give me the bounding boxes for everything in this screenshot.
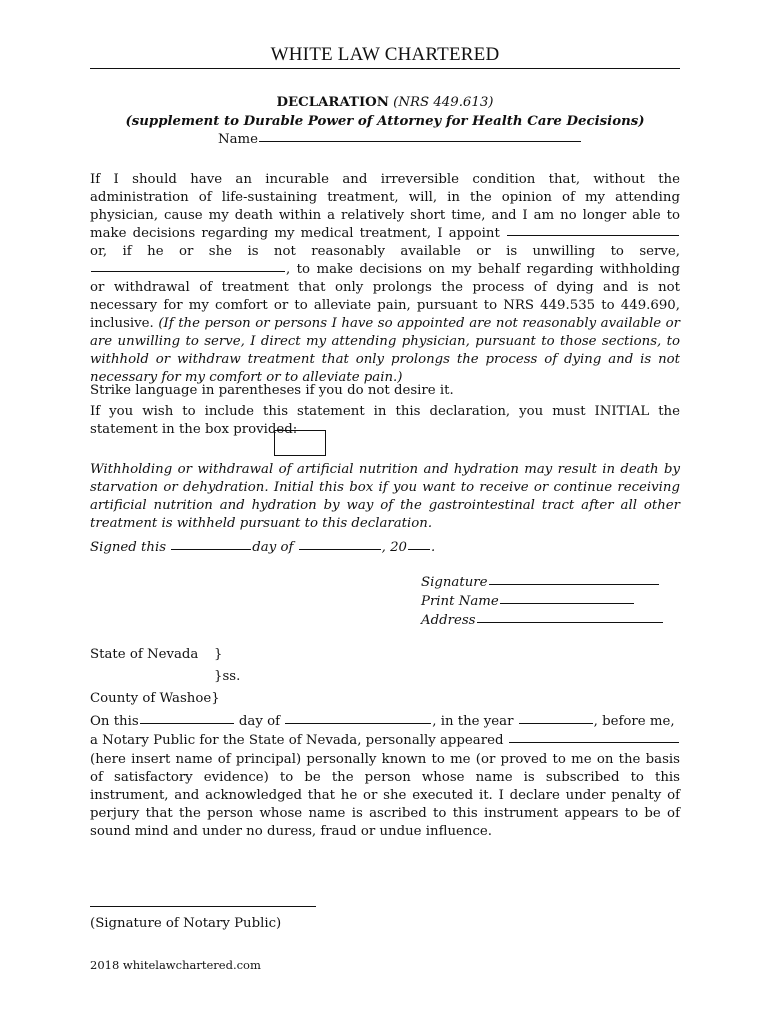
initial-box[interactable]	[274, 430, 326, 456]
signed-period: .	[430, 540, 436, 555]
address-label: Address	[421, 613, 476, 628]
notary-day-of: day of	[238, 714, 281, 729]
notary-month-blank[interactable]	[285, 722, 431, 724]
name-row	[218, 131, 582, 149]
notary-signature-line[interactable]	[90, 906, 316, 907]
signed-year-prefix: , 20	[381, 540, 407, 555]
notary-brace: }	[214, 647, 223, 662]
notary-ss: }ss.	[214, 669, 241, 684]
footer-text: 2018 whitelawchartered.com	[90, 958, 261, 972]
title-ref: (NRS 449.613)	[393, 95, 494, 110]
notary-on-this: On this	[90, 714, 139, 729]
title-main: DECLARATION	[276, 95, 389, 110]
notary-before-me: , before me,	[593, 714, 675, 729]
firm-header: WHITE LAW CHARTERED	[270, 44, 500, 65]
agent-blank-line[interactable]	[507, 234, 679, 236]
para-alternate-text: or, if he or she is not reasonably available or is unwilling to serve,	[90, 244, 680, 259]
notary-in-year: , in the year	[432, 714, 514, 729]
notary-year-blank[interactable]	[519, 722, 593, 724]
signed-day-of: day of	[252, 540, 294, 555]
notary-day-blank[interactable]	[140, 722, 234, 724]
signature-row	[421, 573, 660, 592]
strike-instruction: Strike language in parentheses if you do not desire it.	[90, 383, 454, 398]
signed-day-blank[interactable]	[171, 548, 251, 550]
address-row	[421, 611, 664, 630]
principal-name-blank[interactable]	[509, 741, 679, 743]
declaration-paragraph	[90, 171, 680, 387]
notary-state: State of Nevada	[90, 647, 199, 662]
notary-signature-label: (Signature of Notary Public)	[90, 916, 282, 931]
para-appoint-text: If I should have an incurable and irreversible condition that, without the administration of life-sustaining treatment, will, in the opinion of my attending physician, cause my death within a relatively short time, and I am no longer able to make decisions regarding my medical treatment, I appoint	[90, 172, 680, 241]
notary-county: County of Washoe}	[90, 691, 220, 706]
title-subtitle: (supplement to Durable Power of Attorney for Health Care Decisions)	[125, 114, 645, 129]
para-parenthetical-text: (If the person or persons I have so appointed are not reasonably available or are unwilling to serve, I direct my attending physician, pursuant to those sections, to withhold or withdraw treatment that only prolongs the process of dying and is not necessary for my comfort or to alleviate pain.)	[90, 316, 680, 385]
print-name-row	[421, 592, 635, 611]
signed-month-blank[interactable]	[299, 548, 381, 550]
header-rule	[90, 68, 680, 69]
declaration-title	[90, 94, 680, 112]
signed-year-blank[interactable]	[408, 548, 430, 550]
name-label: Name	[218, 132, 259, 147]
signature-label: Signature	[421, 575, 488, 590]
initial-instruction: If you wish to include this statement in this declaration, you must INITIAL the statement in the box provided:	[90, 404, 680, 437]
signed-row	[90, 539, 435, 557]
address-blank[interactable]	[477, 621, 663, 623]
alternate-agent-blank-line[interactable]	[91, 270, 285, 272]
notary-body: (here insert name of principal) personally known to me (or proved to me on the basis of satisfactory evidence) to be the person whose name is subscribed to this instrument, and acknowledged that he or she executed it. I declare under penalty of perjury that the person whose name is ascribed to this instrument appears to be of sound mind and under no duress, fraud or undue influence.	[90, 752, 680, 839]
notary-date-row	[90, 713, 675, 731]
nutrition-statement: Withholding or withdrawal of artificial nutrition and hydration may result in death by starvation or dehydration. Initial this box if you want to receive or continue receiving artificial nutrition and hydration by way of the gastrointestinal tract after all other treatment is withheld pursuant to this declaration.	[90, 462, 680, 531]
print-name-blank[interactable]	[500, 602, 634, 604]
print-name-label: Print Name	[421, 594, 499, 609]
para-decisions-text: , to make decisions on my behalf regarding withholding or withdrawal of treatment that only prolongs the process of dying and is not necessary for my comfort or to alleviate pain, pursuant to NRS 449.535 to 449.690, inclusive.	[90, 262, 680, 331]
notary-appeared-row	[90, 732, 680, 750]
signature-blank[interactable]	[489, 583, 659, 585]
notary-state-row	[90, 646, 198, 664]
signed-label: Signed this	[90, 540, 167, 555]
name-blank-line[interactable]	[259, 140, 581, 142]
notary-appeared: a Notary Public for the State of Nevada, personally appeared	[90, 733, 504, 748]
